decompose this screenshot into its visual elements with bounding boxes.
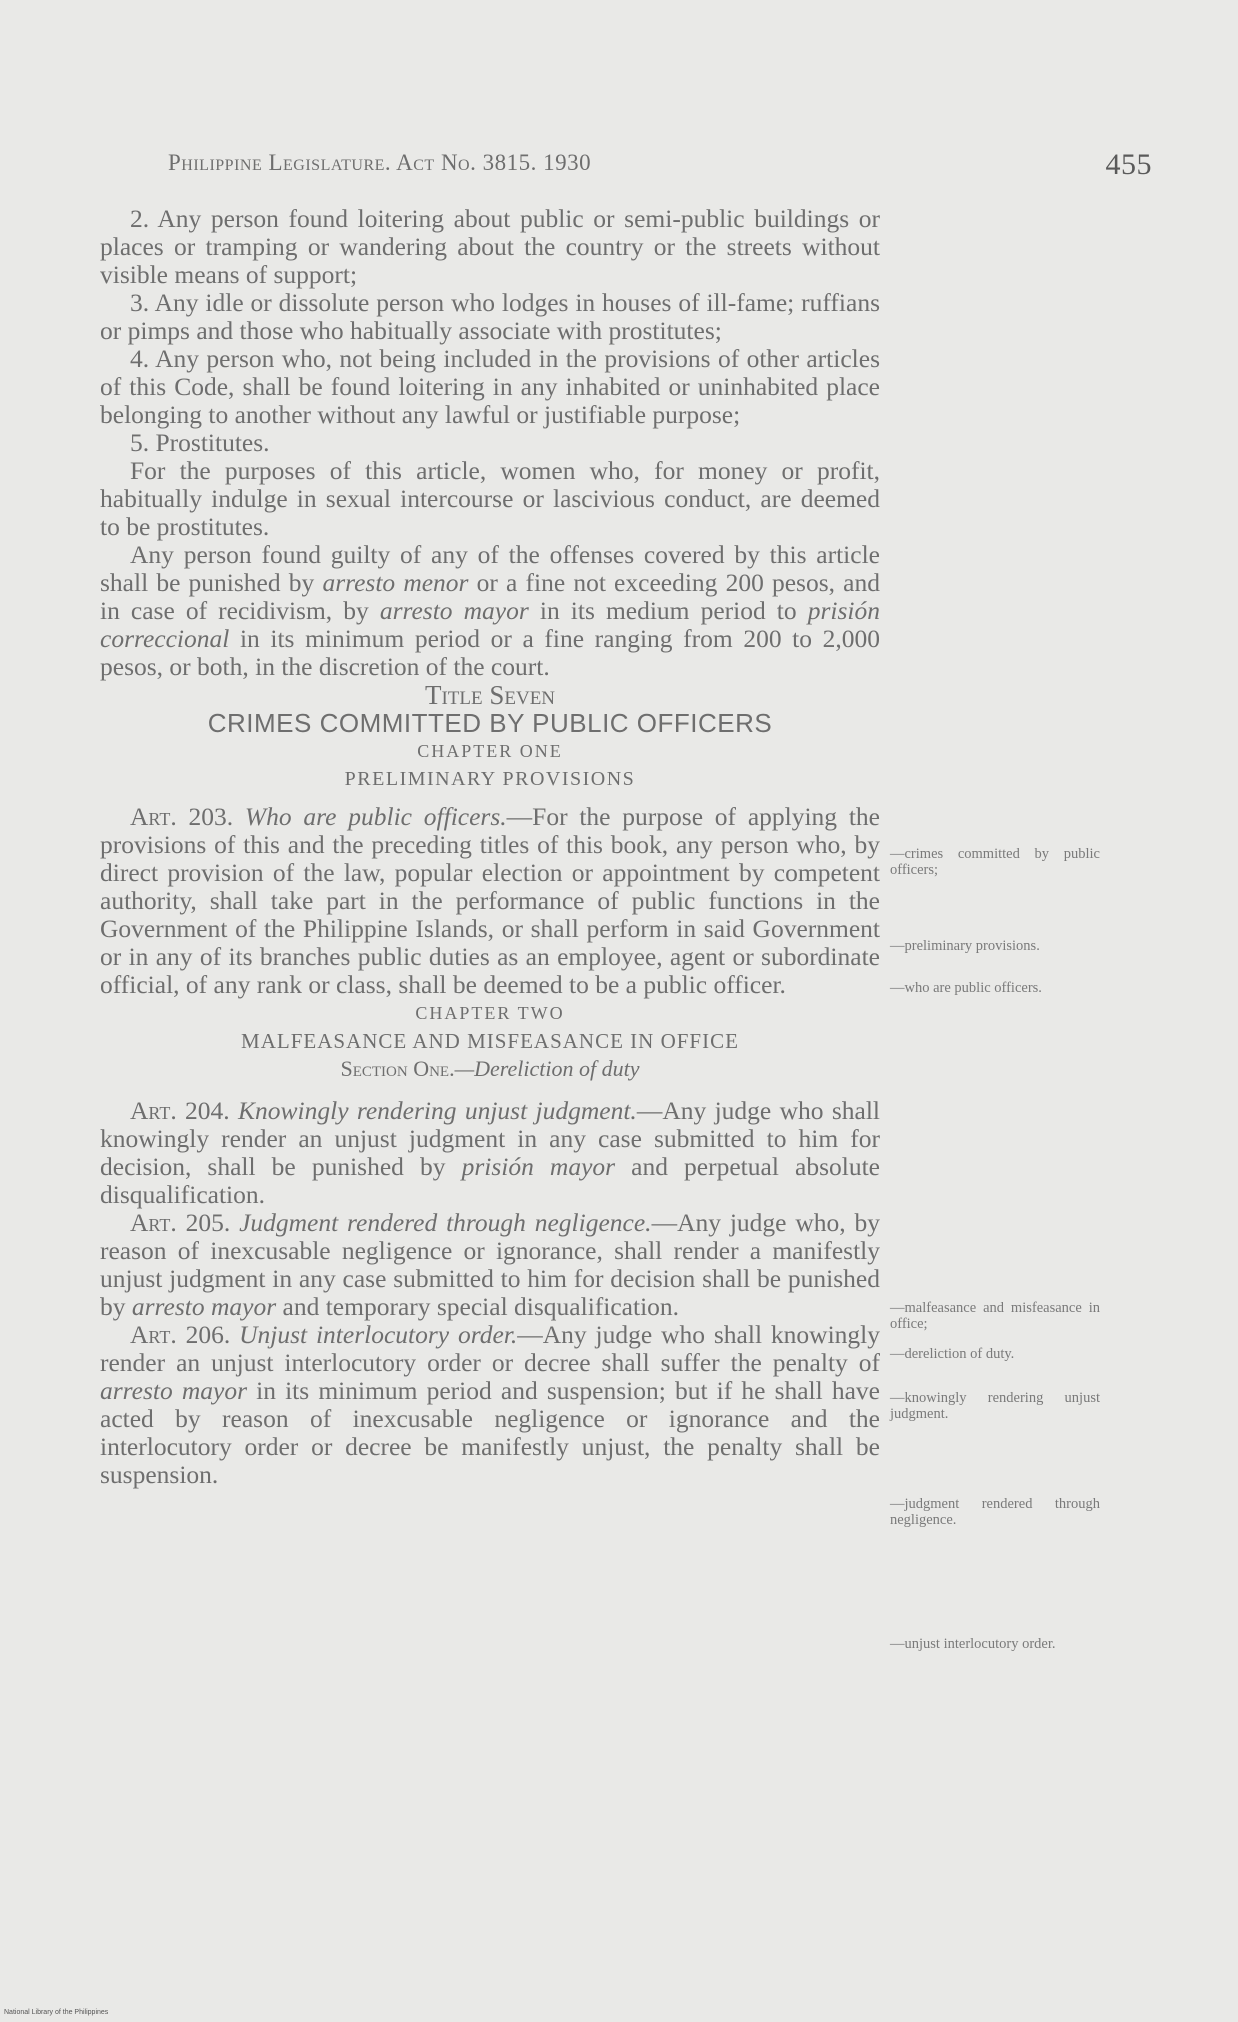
text-run: in its minimum period or a fine ranging from 200 to 2,000 pesos, or both, in the discretion of the court. [100,624,880,681]
text-run: prisión correccional [100,596,880,653]
margin-note: —crimes committed by public officers; [890,846,1100,878]
article-body: —For the purpose of applying the provisions of this and the preceding titles of this book, any person who, by direct provision of the law, popular election or appointment by competent authority, shall take part in the performance of public functions in the Government of the Philippine Islands, or shall perform in said Government or in any of its branches public duties as an employee, agent or subordinate official, of any rank or class, shall be deemed to be a public officer. [100,802,880,999]
article-body: —Any judge who, by reason of inexcusable negligence or ignorance, shall render a manifestly unjust judgment in any case submitted to him for decision shall be punished by [100,1208,880,1321]
article-title: Knowingly rendering unjust judgment. [238,1096,637,1125]
footer-credit: National Library of the Philippines [4,2009,109,2016]
article-body: —Any judge who shall knowingly render an unjust judgment in any case submitted to him for decision, shall be punished by [100,1096,880,1181]
chapter-heading: CHAPTER ONE [417,741,563,761]
article [100,803,880,999]
article [100,1321,880,1489]
text-run: arresto mayor [100,1376,248,1405]
section-number: Section One. [340,1056,455,1081]
chapter-subheading: PRELIMINARY PROVISIONS [344,768,636,790]
paragraph: 3. Any idle or dissolute person who lodges in houses of ill-fame; ruffians or pimps and those who habitually associate with prostitutes; [100,288,880,345]
text-run: and perpetual absolute disqualification. [100,1152,880,1209]
paragraph: 5. Prostitutes. [130,428,270,457]
article-number: Art. 206. [130,1320,231,1349]
header-title: Philippine Legislature. Act No. 3815. 1930 [168,150,592,175]
main-text [100,205,880,1489]
article-body: —Any judge who shall knowingly render an unjust interlocutory order or decree shall suffer the penalty of [100,1320,880,1377]
text-run: arresto mayor [131,1292,277,1321]
text-run: or a fine not exceeding 200 pesos, and in case of recidivism, by [100,568,880,625]
margin-note: —judgment rendered through negligence. [890,1496,1100,1528]
article-title: Unjust interlocutory order. [239,1320,518,1349]
margin-note: —preliminary provisions. [890,938,1040,954]
article-title: Who are public officers. [244,802,507,831]
text-run: in its minimum period and suspension; but if he shall have acted by reason of inexcusable negligence or ignorance and the interlocutory order or decree be manifestly unjust, the penalty shall be suspension. [100,1376,880,1489]
running-header [168,150,1198,190]
text-run: in its medium period to [528,596,808,625]
chapter-heading: CHAPTER TWO [415,1003,565,1023]
paragraph: 4. Any person who, not being included in the provisions of other articles of this Code, shall be found loitering in any inhabited or uninhabited place belonging to another without any lawful or justifiable purpose; [100,344,880,429]
margin-note: —dereliction of duty. [890,1346,1015,1362]
article [100,1097,880,1209]
margin-note: —knowingly rendering unjust judgment. [890,1390,1100,1422]
margin-note: —malfeasance and misfeasance in office; [890,1300,1100,1332]
paragraph: For the purposes of this article, women who, for money or profit, habitually indulge in sexual intercourse or lascivious conduct, are deemed to be prostitutes. [100,456,880,541]
section-title: —Dereliction of duty [454,1056,640,1081]
title-subheading: CRIMES COMMITTED BY PUBLIC OFFICERS [207,708,773,738]
margin-note: —who are public officers. [890,980,1042,996]
title-heading: Title Seven [424,680,556,710]
article-number: Art. 203. [130,802,234,831]
text-run: prisión mayor [461,1152,616,1181]
text-run: arresto mayor [379,596,529,625]
paragraph: 2. Any person found loitering about public or semi-public buildings or places or tramping or wandering about the country or the streets without visible means of support; [100,204,880,289]
chapter-subheading: MALFEASANCE AND MISFEASANCE IN OFFICE [241,1029,739,1053]
section-heading [100,1055,880,1083]
article [100,1209,880,1321]
article-number: Art. 204. [130,1096,230,1125]
article-number: Art. 205. [130,1208,231,1237]
page-number: 455 [1105,148,1152,181]
paragraph [100,541,880,681]
text-run: arresto menor [322,568,469,597]
text-run: and temporary special disqualification. [276,1292,680,1321]
text-run: Any person found guilty of any of the offenses covered by this article shall be punished by [100,540,880,597]
article-title: Judgment rendered through negligence. [239,1208,652,1237]
margin-note: —unjust interlocutory order. [890,1636,1056,1652]
